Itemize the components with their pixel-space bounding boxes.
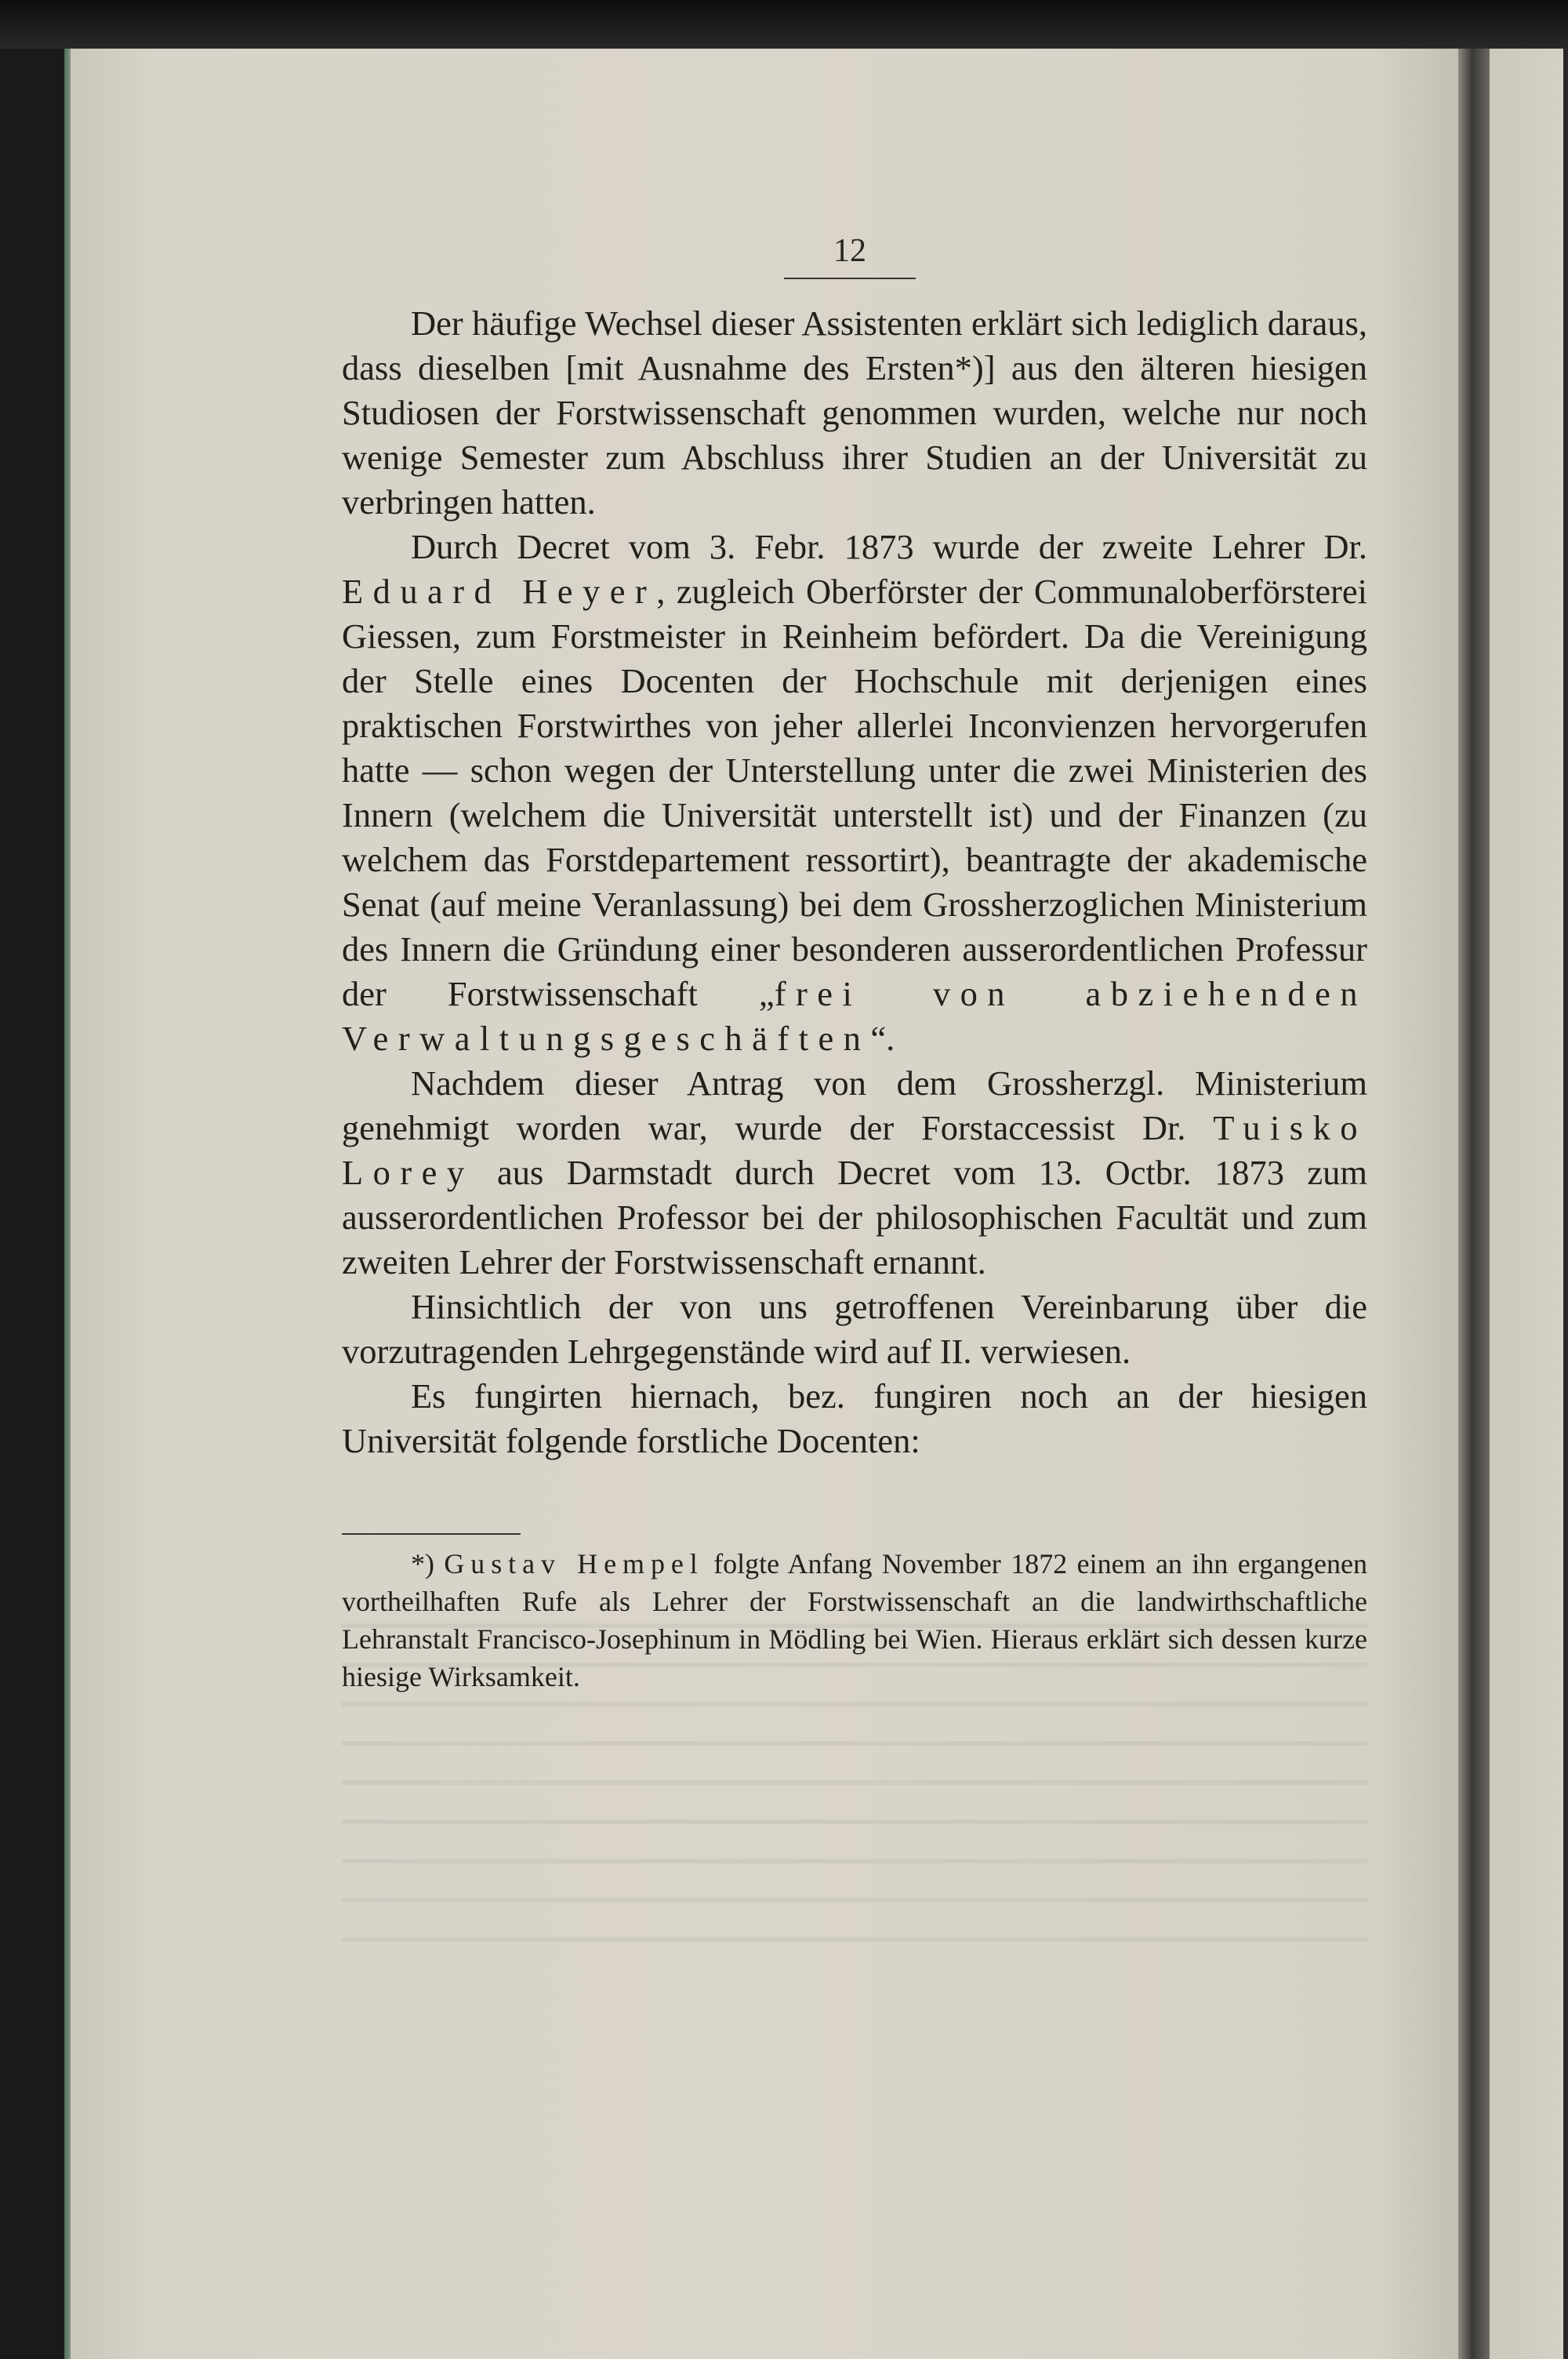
- person-name: Tuisko Lorey: [342, 1108, 1367, 1192]
- footnote: [342, 1545, 1367, 1696]
- page-number-rule: [784, 278, 916, 279]
- page-number: 12: [833, 233, 866, 269]
- scan-top-shadow: [0, 0, 1568, 49]
- paragraph: [342, 1061, 1367, 1285]
- footnote-marker: *): [411, 1548, 445, 1579]
- text-run: Nachdem dieser Antrag von dem Grossherzgl. Ministerium genehmigt worden war, wurde der Forstaccessist Dr.: [342, 1063, 1367, 1147]
- person-name: Eduard Heyer: [342, 572, 657, 611]
- text-run: Durch Decret vom 3. Febr. 1873 wurde der zweite Lehrer Dr.: [411, 527, 1367, 566]
- text-run: folgte Anfang November 1872 einem an ihn ergangenen vortheilhaften Rufe als Lehrer der Forstwissenschaft an die landwirthschaftliche Lehranstalt Francisco-Josephinum in Mödling bei Wien. Hieraus erklärt sich dessen kurze hiesige Wirksamkeit.: [342, 1548, 1367, 1692]
- text-run: “.: [870, 1019, 895, 1058]
- text-run: aus Darmstadt durch Decret vom 13. Octbr. 1873 zum ausserordentlichen Professor bei der philosophischen Facultät und zum zweiten Lehrer der Forstwissenschaft ernannt.: [342, 1153, 1367, 1281]
- footnote-rule: [342, 1533, 521, 1535]
- book-gutter: [1458, 49, 1490, 2359]
- text-run: , zugleich Oberförster der Communaloberförsterei Giessen, zum Forstmeister in Reinheim befördert. Da die Vereinigung der Stelle eines Docenten der Hochschule mit derjenigen eines praktischen Forstwirthes von jeher allerlei Inconvienzen hervorgerufen hatte — schon wegen der Unterstellung unter die zwei Ministerien des Innern (welchem die Universität unterstellt ist) und der Finanzen (zu welchem das Forstdepartement ressortirt), beantragte der akademische Senat (auf meine Veranlassung) bei dem Grossherzoglichen Ministerium des Innern die Gründung einer besonderen ausserordentlichen Professur der Forstwissenschaft „: [342, 572, 1367, 1013]
- paragraph: [342, 525, 1367, 1061]
- text-run: Hinsichtlich der von uns getroffenen Vereinbarung über die vorzutragenden Lehrgegenstände wird auf II. verwiesen.: [342, 1287, 1367, 1371]
- person-name: Gustav Hempel: [444, 1548, 704, 1579]
- text-run: Der häufige Wechsel dieser Assistenten erklärt sich lediglich daraus, dass dieselben [mit Ausnahme des Ersten*)] aus den älteren hiesigen Studiosen der Forstwissenschaft genommen wurden, welche nur noch wenige Semester zum Abschluss ihrer Studien an der Universität zu verbringen hatten.: [342, 304, 1367, 522]
- paragraph: [342, 301, 1367, 525]
- adjacent-page-edge: [1490, 49, 1568, 2359]
- body-text: [342, 301, 1367, 1463]
- emphasized-phrase: frei von abziehenden Verwaltungsgeschäften: [342, 974, 1367, 1058]
- paragraph: [342, 1374, 1367, 1463]
- paragraph: [342, 1285, 1367, 1374]
- text-run: Es fungirten hiernach, bez. fungiren noch an der hiesigen Universität folgende forstliche Docenten:: [342, 1376, 1367, 1460]
